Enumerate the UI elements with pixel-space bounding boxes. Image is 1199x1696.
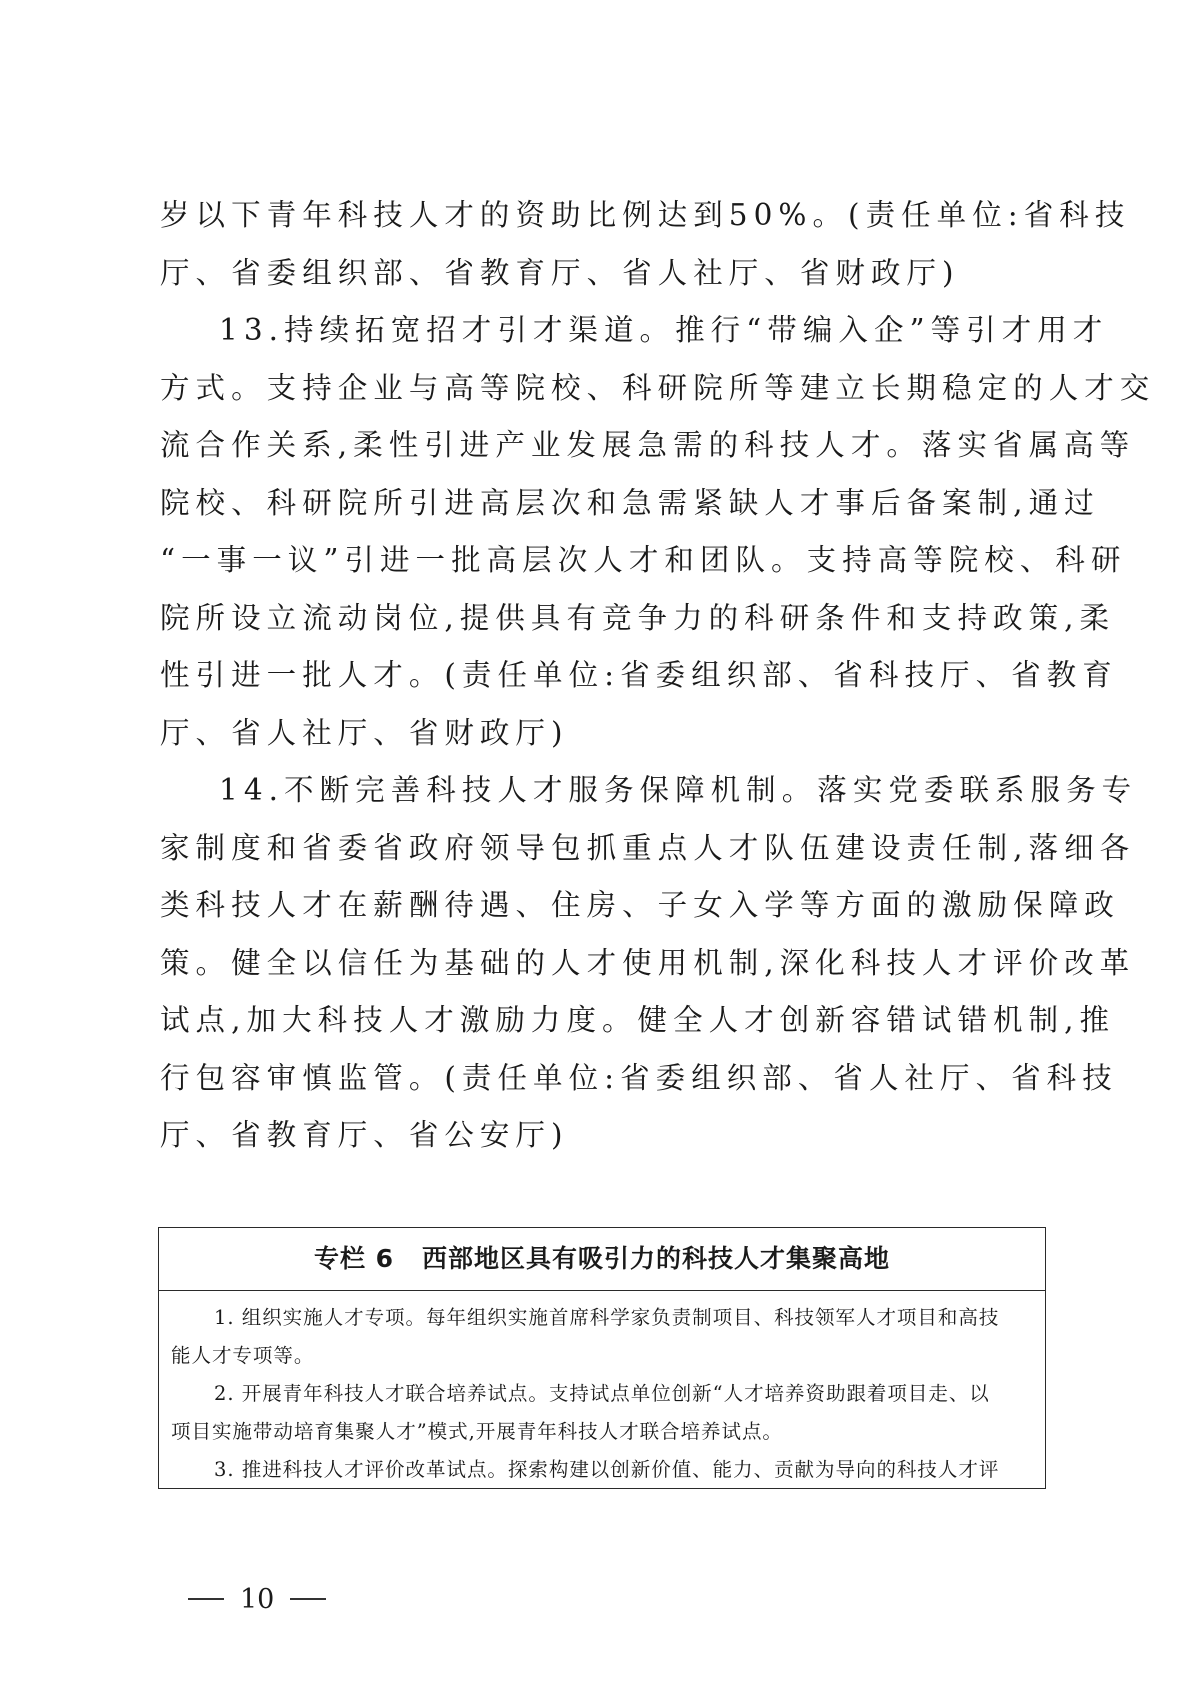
sidebar-item-line: 能人才专项等。 bbox=[171, 1344, 315, 1367]
body-line: 厅、省教育厅、省公安厅) bbox=[160, 1118, 569, 1152]
body-line: 行包容审慎监管。(责任单位:省委组织部、省人社厅、省科技 bbox=[160, 1060, 1118, 1095]
sidebar-item-line: 3. 推进科技人才评价改革试点。探索构建以创新价值、能力、贡献为导向的科技人才评 bbox=[214, 1458, 1000, 1481]
body-line: 试点,加大科技人才激励力度。健全人才创新容错试错机制,推 bbox=[160, 1003, 1116, 1037]
body-line: 院所设立流动岗位,提供具有竞争力的科研条件和支持政策,柔 bbox=[160, 600, 1116, 635]
dash-right bbox=[290, 1598, 326, 1600]
sidebar-title: 西部地区具有吸引力的科技人才集聚高地 bbox=[422, 1244, 891, 1273]
body-line: 方式。支持企业与高等院校、科研院所等建立长期稳定的人才交 bbox=[160, 370, 1156, 405]
body-line: 院校、科研院所引进高层次和急需紧缺人才事后备案制,通过 bbox=[160, 485, 1100, 520]
sidebar-label: 专栏 6 bbox=[313, 1244, 395, 1273]
sidebar-item-line: 项目实施带动培育集聚人才”模式,开展青年科技人才联合培养试点。 bbox=[171, 1420, 783, 1443]
body-line: 流合作关系,柔性引进产业发展急需的科技人才。落实省属高等 bbox=[160, 428, 1136, 462]
page-number bbox=[188, 1582, 326, 1618]
page-number-value: 10 bbox=[240, 1584, 275, 1615]
body-line: 家制度和省委省政府领导包抓重点人才队伍建设责任制,落细各 bbox=[160, 830, 1136, 865]
paragraph-13-start: 13.持续拓宽招才引才渠道。推行“带编入企”等引才用才 bbox=[219, 313, 1109, 347]
body-line: 岁以下青年科技人才的资助比例达到50%。(责任单位:省科技 bbox=[160, 198, 1131, 232]
sidebar-box bbox=[158, 1227, 1046, 1489]
sidebar-item-line: 1. 组织实施人才专项。每年组织实施首席科学家负责制项目、科技领军人才项目和高技 bbox=[214, 1306, 1000, 1329]
sidebar-item-line: 2. 开展青年科技人才联合培养试点。支持试点单位创新“人才培养资助跟着项目走、以 bbox=[214, 1382, 990, 1405]
body-text bbox=[160, 187, 1156, 1165]
body-line: 类科技人才在薪酬待遇、住房、子女入学等方面的激励保障政 bbox=[160, 888, 1120, 922]
body-line: 厅、省委组织部、省教育厅、省人社厅、省财政厅) bbox=[160, 255, 960, 290]
sidebar-body bbox=[159, 1291, 1045, 1489]
sidebar-heading bbox=[159, 1228, 1045, 1291]
body-line: 厅、省人社厅、省财政厅) bbox=[160, 715, 569, 750]
dash-left bbox=[188, 1598, 224, 1600]
body-line: 性引进一批人才。(责任单位:省委组织部、省科技厅、省教育 bbox=[160, 658, 1118, 692]
body-line: “一事一议”引进一批高层次人才和团队。支持高等院校、科研 bbox=[160, 543, 1127, 577]
body-line: 策。健全以信任为基础的人才使用机制,深化科技人才评价改革 bbox=[160, 945, 1136, 980]
paragraph-14-start: 14.不断完善科技人才服务保障机制。落实党委联系服务专 bbox=[219, 773, 1138, 807]
